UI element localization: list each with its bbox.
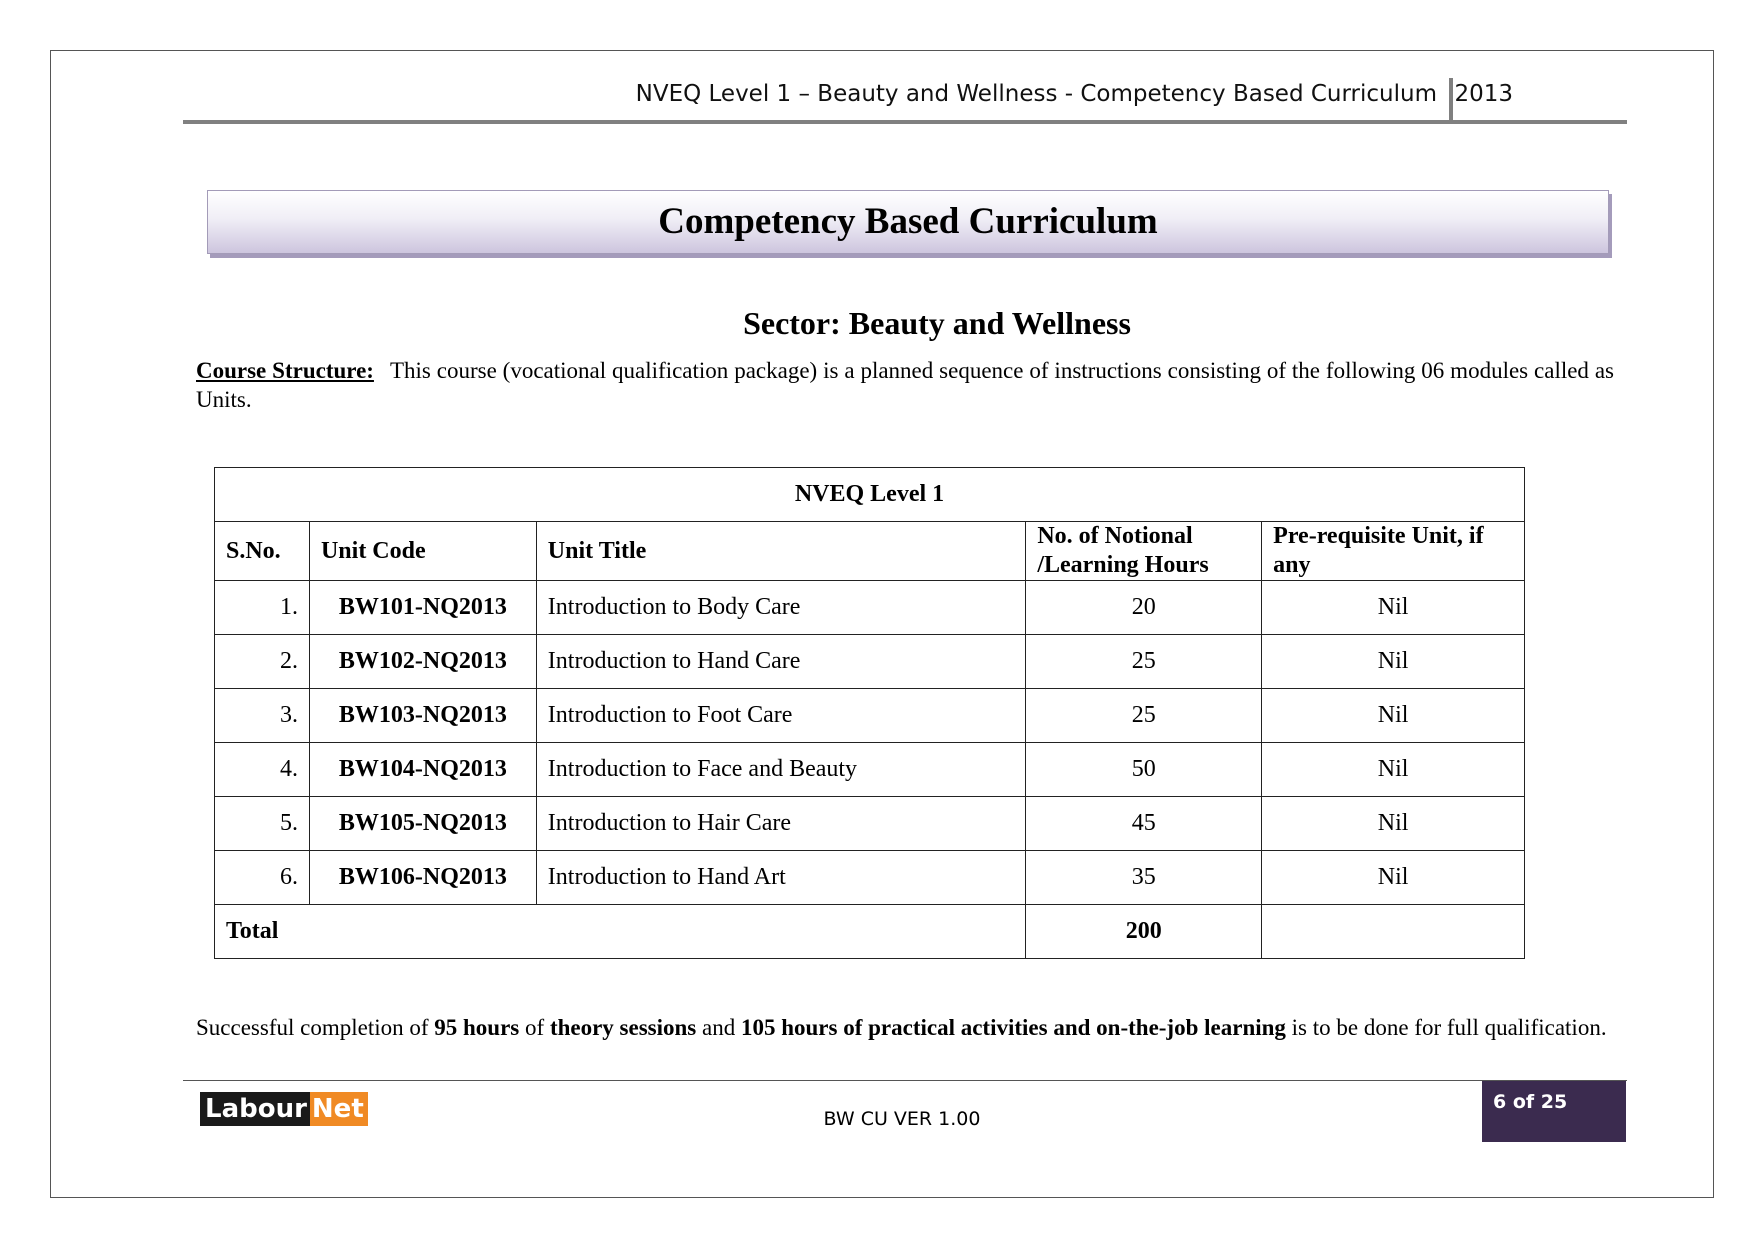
table-header-row — [215, 522, 1525, 581]
table-row — [215, 797, 1525, 851]
cell-unit-code: BW104-NQ2013 — [309, 743, 536, 797]
sector-heading: Sector: Beauty and Wellness — [743, 305, 1131, 341]
table-row — [215, 581, 1525, 635]
cell-prerequisite: Nil — [1262, 743, 1525, 797]
cell-sno: 5. — [215, 797, 310, 851]
table-total-row — [215, 905, 1525, 959]
cell-prerequisite: Nil — [1262, 581, 1525, 635]
cell-prerequisite: Nil — [1262, 635, 1525, 689]
cell-prerequisite: Nil — [1262, 689, 1525, 743]
cell-hours: 45 — [1026, 797, 1262, 851]
header-year: 2013 — [1454, 81, 1513, 107]
cell-unit-code: BW103-NQ2013 — [309, 689, 536, 743]
title-banner: Competency Based Curriculum — [207, 190, 1609, 254]
cell-unit-title: Introduction to Body Care — [536, 581, 1026, 635]
total-hours: 200 — [1026, 905, 1262, 959]
total-label: Total — [215, 905, 1026, 959]
cell-unit-code: BW106-NQ2013 — [309, 851, 536, 905]
cell-hours: 20 — [1026, 581, 1262, 635]
cell-hours: 50 — [1026, 743, 1262, 797]
cell-unit-title: Introduction to Hand Care — [536, 635, 1026, 689]
cell-sno: 1. — [215, 581, 310, 635]
cell-unit-code: BW102-NQ2013 — [309, 635, 536, 689]
cell-prerequisite: Nil — [1262, 797, 1525, 851]
table-row — [215, 851, 1525, 905]
table-caption-row — [215, 468, 1525, 522]
logo-part-labour: Labour — [200, 1092, 310, 1126]
cell-hours: 25 — [1026, 689, 1262, 743]
completion-text-3: and — [702, 1015, 736, 1040]
header-unit-title: Unit Title — [536, 522, 1026, 581]
logo-part-net: Net — [310, 1092, 368, 1126]
completion-theory-hours: 95 hours — [434, 1015, 520, 1040]
page-header — [183, 78, 1627, 124]
cell-hours: 35 — [1026, 851, 1262, 905]
course-structure-text: This course (vocational qualification package) is a planned sequence of instructions consisting of the following 06 modules called as Units. — [196, 358, 1614, 412]
completion-theory-sessions: theory sessions — [549, 1015, 697, 1040]
cell-unit-code: BW101-NQ2013 — [309, 581, 536, 635]
table-row — [215, 635, 1525, 689]
table-row — [215, 689, 1525, 743]
footer-rule — [183, 1080, 1627, 1081]
completion-practical-hours: 105 hours of practical activities and on-the-job learning — [740, 1015, 1286, 1040]
cell-sno: 3. — [215, 689, 310, 743]
cell-sno: 2. — [215, 635, 310, 689]
cell-prerequisite: Nil — [1262, 851, 1525, 905]
cell-unit-code: BW105-NQ2013 — [309, 797, 536, 851]
header-sno: S.No. — [215, 522, 310, 581]
header-title: NVEQ Level 1 – Beauty and Wellness - Competency Based Curriculum — [635, 81, 1437, 107]
total-prerequisite-empty — [1262, 905, 1525, 959]
cell-sno: 4. — [215, 743, 310, 797]
course-structure-label: Course Structure: — [196, 358, 374, 383]
cell-unit-title: Introduction to Hand Art — [536, 851, 1026, 905]
table-caption: NVEQ Level 1 — [215, 468, 1525, 522]
header-hours: No. of Notional /Learning Hours — [1026, 522, 1262, 581]
cell-hours: 25 — [1026, 635, 1262, 689]
completion-text-1: Successful completion of — [196, 1015, 429, 1040]
header-separator — [1449, 78, 1453, 122]
completion-paragraph — [196, 1013, 1614, 1042]
page-number-badge: 6 of 25 — [1482, 1081, 1626, 1142]
cell-unit-title: Introduction to Hair Care — [536, 797, 1026, 851]
completion-text-4: is to be done for full qualification. — [1291, 1015, 1607, 1040]
cell-sno: 6. — [215, 851, 310, 905]
header-unit-code: Unit Code — [309, 522, 536, 581]
footer-version: BW CU VER 1.00 — [823, 1108, 981, 1130]
cell-unit-title: Introduction to Face and Beauty — [536, 743, 1026, 797]
header-prerequisite: Pre-requisite Unit, if any — [1262, 522, 1525, 581]
cell-unit-title: Introduction to Foot Care — [536, 689, 1026, 743]
completion-text-2: of — [525, 1015, 545, 1040]
units-table — [214, 467, 1525, 959]
table-row — [215, 743, 1525, 797]
course-structure-paragraph — [196, 356, 1614, 414]
